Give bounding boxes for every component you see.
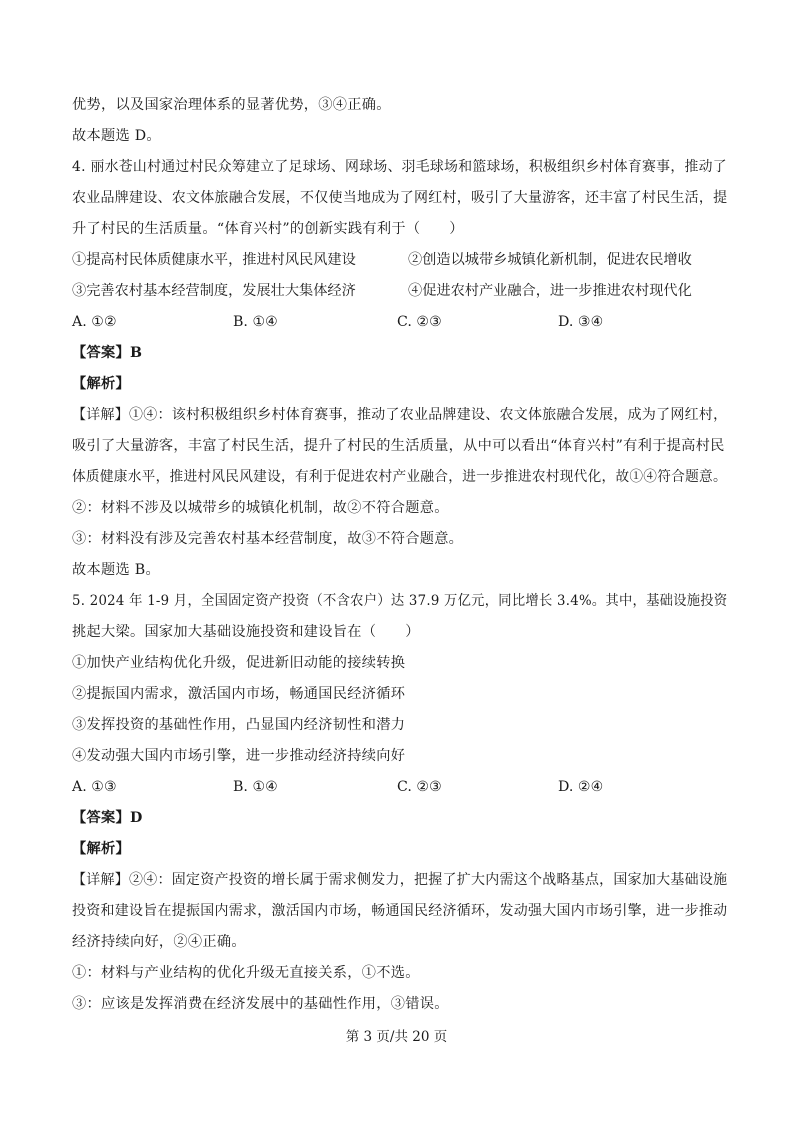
q5-option-c: C. ②③: [397, 779, 442, 795]
question-4-stem: 农业品牌建设、农文体旅融合发展，不仅使当地成为了网红村，吸引了大量游客，还丰富了村民生活，提: [72, 190, 728, 206]
q5-detail: ③：应该是发挥消费在经济发展中的基础性作用，③错误。: [72, 996, 449, 1012]
q4-statement-3: ③完善农村基本经营制度，发展壮大集体经济: [72, 283, 356, 299]
q5-statement-4: ④发动强大国内市场引擎，进一步推动经济持续向好: [72, 748, 406, 764]
q4-detail: ②：材料不涉及以城带乡的城镇化机制，故②不符合题意。: [72, 500, 449, 516]
q4-detail: 体质健康水平，推进村风民风建设，有利于促进农村产业融合，进一步推进农村现代化，故①④符合题意。: [72, 469, 727, 485]
question-4-stem: 4. 丽水苍山村通过村民众筹建立了足球场、网球场、羽毛球场和篮球场，积极组织乡村体育赛事，推动了: [72, 159, 727, 175]
text-line: 优势，以及国家治理体系的显著优势，③④正确。: [72, 97, 391, 113]
q4-detail: 吸引了大量游客，丰富了村民生活，提升了村民的生活质量，从中可以看出“体育兴村”有利于提高村民: [72, 438, 725, 454]
q5-statement-1: ①加快产业结构优化升级，促进新旧动能的接续转换: [72, 655, 406, 671]
q4-detail: 【详解】①④：该村积极组织乡村体育赛事，推动了农业品牌建设、农文体旅融合发展，成为了网红村，: [72, 407, 728, 423]
q4-option-a: A. ①②: [72, 314, 117, 330]
q5-detail: 经济持续向好，②④正确。: [72, 934, 246, 950]
q4-statement-1: ①提高村民体质健康水平，推进村风民风建设: [72, 252, 356, 268]
question-5-stem: 5. 2024 年 1-9 月，全国固定资产投资（不含农户）达 37.9 万亿元，同比增长 3.4%。其中，基础设施投资: [72, 593, 728, 609]
q4-option-d: D. ③④: [558, 314, 604, 330]
q5-detail: 投资和建设旨在提振国内需求，激活国内市场，畅通国民经济循环，发动强大国内市场引擎，进一步推动: [72, 903, 728, 919]
page-footer: 第 3 页/共 20 页: [345, 1029, 448, 1045]
text-line: 故本题选 D。: [72, 128, 161, 144]
q4-statement-4: ④促进农村产业融合，进一步推进农村现代化: [408, 283, 692, 299]
q4-answer: 【答案】B: [72, 345, 143, 361]
q5-detail: ①：材料与产业结构的优化升级无直接关系，①不选。: [72, 965, 420, 981]
q5-option-b: B. ①④: [233, 779, 278, 795]
q5-detail: 【详解】②④：固定资产投资的增长属于需求侧发力，把握了扩大内需这个战略基点，国家加大基础设施: [72, 872, 728, 888]
q5-statement-3: ③发挥投资的基础性作用，凸显国内经济韧性和潜力: [72, 717, 406, 733]
question-4-stem: 升了村民的生活质量。“体育兴村”的创新实践有利于（ ）: [72, 221, 464, 237]
q4-analysis-heading: 【解析】: [72, 376, 130, 392]
q5-analysis-heading: 【解析】: [72, 841, 130, 857]
q5-answer: 【答案】D: [72, 810, 143, 826]
q4-conclusion: 故本题选 B。: [72, 562, 160, 578]
q4-option-b: B. ①④: [233, 314, 278, 330]
q4-detail: ③：材料没有涉及完善农村基本经营制度，故③不符合题意。: [72, 531, 464, 547]
q4-option-c: C. ②③: [397, 314, 442, 330]
q5-option-d: D. ②④: [558, 779, 604, 795]
question-5-stem: 挑起大梁。国家加大基础设施投资和建设旨在（ ）: [72, 624, 420, 640]
q5-statement-2: ②提振国内需求，激活国内市场，畅通国民经济循环: [72, 686, 406, 702]
q4-statement-2: ②创造以城带乡城镇化新机制，促进农民增收: [408, 252, 692, 268]
q5-option-a: A. ①③: [72, 779, 117, 795]
